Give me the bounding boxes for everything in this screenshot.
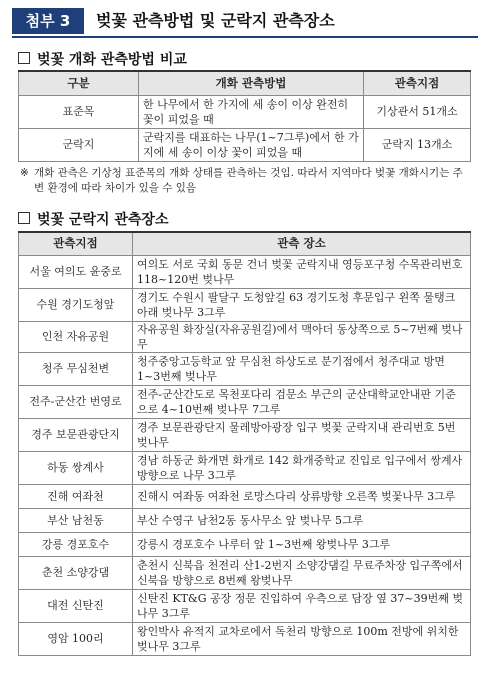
table-row [19, 532, 471, 556]
footnote [20, 166, 472, 196]
method-site: 기상관서 51개소 [364, 95, 471, 128]
page-title: 벚꽃 관측방법 및 군락지 관측장소 [96, 11, 335, 30]
observation-point: 대전 신탄진 [19, 589, 133, 622]
observation-point: 인천 자유공원 [19, 321, 133, 352]
table-row [19, 128, 471, 161]
table-row [19, 418, 471, 451]
table-row [19, 385, 471, 418]
section-heading-methods: 벚꽃 개화 관측방법 비교 [18, 49, 187, 69]
observation-place: 진해시 여좌동 여좌천 로망스다리 상류방향 오른쪽 벚꽃나무 3그루 [133, 484, 471, 508]
table-row [19, 95, 471, 128]
observation-point: 영암 100리 [19, 622, 133, 655]
observation-point: 서울 여의도 윤중로 [19, 255, 133, 288]
observation-point: 춘천 소양강댐 [19, 556, 133, 589]
observation-point: 하동 쌍계사 [19, 451, 133, 484]
observation-point: 진해 여좌천 [19, 484, 133, 508]
observation-point: 경주 보문관광단지 [19, 418, 133, 451]
table-row [19, 288, 471, 321]
method-type: 표준목 [19, 95, 139, 128]
table-header-row [19, 232, 471, 255]
observation-point: 수원 경기도청앞 [19, 288, 133, 321]
method-description: 한 나무에서 한 가지에 세 송이 이상 완전히 꽃이 피었을 때 [139, 95, 364, 128]
method-type: 군락지 [19, 128, 139, 161]
locations-table [18, 231, 471, 656]
method-description: 군락지를 대표하는 나무(1~7그루)에서 한 가지에 세 송이 이상 꽃이 피었을 때 [139, 128, 364, 161]
page-header [12, 8, 478, 34]
footnote-text: 개화 관측은 기상청 표준목의 개화 상태를 관측하는 것임. 따라서 지역마다 벚꽃 개화시기는 주변 환경에 따라 차이가 있을 수 있음 [34, 167, 463, 194]
observation-place: 여의도 서로 국회 동문 건너 벚꽃 군락지내 영등포구청 수목관리번호 118~120번 벚나무 [133, 255, 471, 288]
column-header: 관측지점 [19, 232, 133, 255]
column-header: 관측지점 [364, 71, 471, 95]
observation-place: 경남 하동군 화개면 화개로 142 화개중학교 진입로 입구에서 쌍계사 방향으로 나무 3그루 [133, 451, 471, 484]
table-row [19, 255, 471, 288]
table-row [19, 451, 471, 484]
table-header-row [19, 71, 471, 95]
observation-point: 강릉 경포호수 [19, 532, 133, 556]
observation-point: 전주-군산간 번영로 [19, 385, 133, 418]
square-bullet-icon [18, 52, 30, 64]
observation-place: 경주 보문관광단지 물레방아광장 입구 벚꽃 군락지내 관리번호 5번 벚나무 [133, 418, 471, 451]
table-row [19, 589, 471, 622]
square-bullet-icon [18, 212, 30, 224]
table-row [19, 352, 471, 385]
table-row [19, 508, 471, 532]
methods-table [18, 70, 471, 162]
column-header: 관측 장소 [133, 232, 471, 255]
observation-place: 부산 수영구 남천2동 동사무소 앞 벚나무 5그루 [133, 508, 471, 532]
reference-mark: ※ [20, 167, 29, 179]
observation-place: 경기도 수원시 팔달구 도청앞길 63 경기도청 후문입구 왼쪽 물탱크 아래 벚나무 3그루 [133, 288, 471, 321]
observation-place: 강릉시 경포호수 나루터 앞 1~3번째 왕벚나무 3그루 [133, 532, 471, 556]
column-header: 개화 관측방법 [139, 71, 364, 95]
table-row [19, 484, 471, 508]
table-row [19, 556, 471, 589]
observation-place: 청주중앙고등학교 앞 무심천 하상도로 분기점에서 청주대교 방면 1~3번째 벚나무 [133, 352, 471, 385]
column-header: 구분 [19, 71, 139, 95]
table-row [19, 622, 471, 655]
observation-point: 청주 무심천변 [19, 352, 133, 385]
observation-place: 춘천시 신북읍 천전리 산1-2번지 소양강댐길 무료주차장 입구쪽에서 신북읍 방향으로 8번째 왕벚나무 [133, 556, 471, 589]
title-rule [12, 36, 478, 38]
attachment-tag: 첨부 3 [12, 8, 84, 34]
observation-place: 왕인박사 유적지 교차로에서 독천리 방향으로 100m 전방에 위치한 벚나무 3그루 [133, 622, 471, 655]
observation-place: 전주-군산간도로 목천포다리 검문소 부근의 군산대학교안내판 기준으로 4~10번째 벚나무 7그루 [133, 385, 471, 418]
section-heading-locations: 벚꽃 군락지 관측장소 [18, 209, 168, 229]
observation-point: 부산 남천동 [19, 508, 133, 532]
table-row [19, 321, 471, 352]
observation-place: 신탄진 KT&G 공장 정문 진입하여 우측으로 담장 옆 37~39번째 벚나무 3그루 [133, 589, 471, 622]
method-site: 군락지 13개소 [364, 128, 471, 161]
observation-place: 자유공원 화장실(자유공원길)에서 맥아더 동상쪽으로 5~7번째 벚나무 [133, 321, 471, 352]
